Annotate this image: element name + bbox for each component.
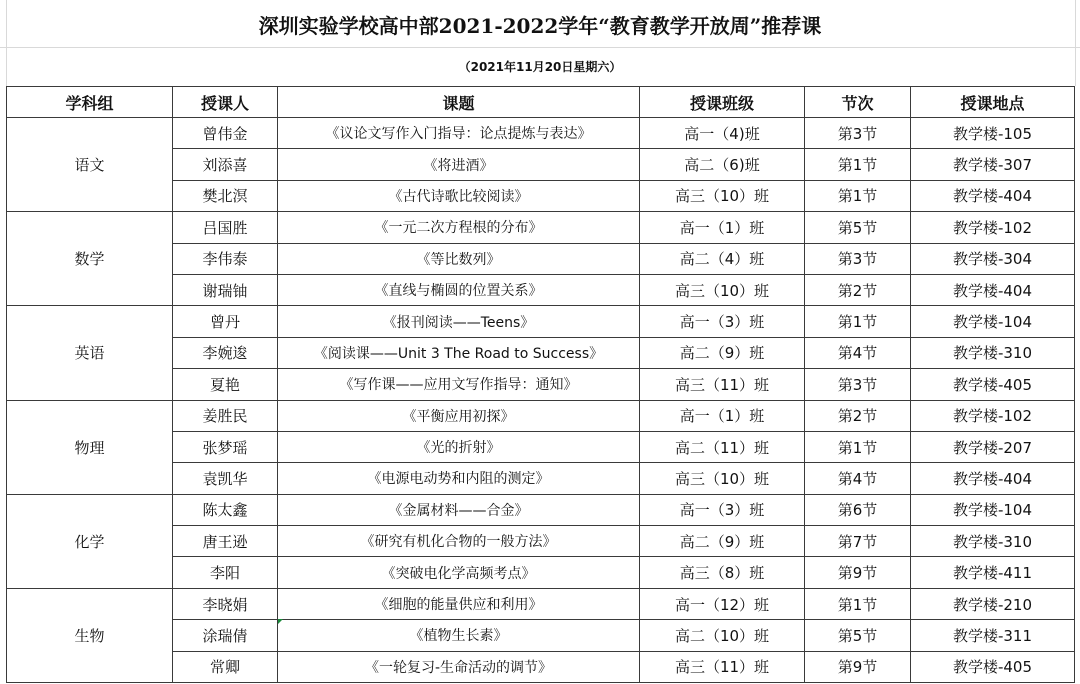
- header-location: 授课地点: [911, 87, 1075, 118]
- period-cell: 第5节: [805, 620, 911, 651]
- teacher-cell: 谢瑞铀: [173, 274, 278, 305]
- class-cell: 高二（6)班: [640, 149, 805, 180]
- topic-cell: 《议论文写作入门指导：论点提炼与表达》: [278, 118, 640, 149]
- header-period: 节次: [805, 87, 911, 118]
- header-subject-group: 学科组: [7, 87, 173, 118]
- teacher-cell: 姜胜民: [173, 400, 278, 431]
- teacher-cell: 夏艳: [173, 369, 278, 400]
- teacher-cell: 曾伟金: [173, 118, 278, 149]
- topic-cell: 《研究有机化合物的一般方法》: [278, 526, 640, 557]
- table-row: [7, 400, 1075, 431]
- topic-cell: 《一轮复习-生命活动的调节》: [278, 651, 640, 682]
- location-cell: 教学楼-404: [911, 463, 1075, 494]
- teacher-cell: 涂瑞倩: [173, 620, 278, 651]
- location-cell: 教学楼-102: [911, 212, 1075, 243]
- class-cell: 高三（10）班: [640, 463, 805, 494]
- period-cell: 第3节: [805, 243, 911, 274]
- topic-cell: 《突破电化学高频考点》: [278, 557, 640, 588]
- period-cell: 第1节: [805, 149, 911, 180]
- topic-cell: 《金属材料——合金》: [278, 494, 640, 525]
- class-cell: 高二（9）班: [640, 526, 805, 557]
- teacher-cell: 吕国胜: [173, 212, 278, 243]
- cell-comment-marker: [278, 619, 283, 624]
- class-cell: 高三（11）班: [640, 369, 805, 400]
- table-row: [7, 494, 1075, 525]
- class-cell: 高三（8）班: [640, 557, 805, 588]
- period-cell: 第1节: [805, 588, 911, 619]
- table-row: [7, 588, 1075, 619]
- period-cell: 第7节: [805, 526, 911, 557]
- topic-cell: 《植物生长素》: [278, 620, 640, 651]
- teacher-cell: 刘添喜: [173, 149, 278, 180]
- period-cell: 第5节: [805, 212, 911, 243]
- class-cell: 高三（11）班: [640, 651, 805, 682]
- location-cell: 教学楼-210: [911, 588, 1075, 619]
- location-cell: 教学楼-405: [911, 651, 1075, 682]
- location-cell: 教学楼-404: [911, 180, 1075, 211]
- period-cell: 第3节: [805, 369, 911, 400]
- topic-cell: 《电源电动势和内阻的测定》: [278, 463, 640, 494]
- teacher-cell: 唐王逊: [173, 526, 278, 557]
- location-cell: 教学楼-207: [911, 431, 1075, 462]
- class-cell: 高二（11）班: [640, 431, 805, 462]
- location-cell: 教学楼-104: [911, 494, 1075, 525]
- topic-cell: 《平衡应用初探》: [278, 400, 640, 431]
- class-cell: 高三（10）班: [640, 180, 805, 211]
- page-subtitle: （2021年11月20日星期六）: [458, 60, 622, 74]
- location-cell: 教学楼-405: [911, 369, 1075, 400]
- topic-cell: 《报刊阅读——Teens》: [278, 306, 640, 337]
- topic-cell: 《阅读课——Unit 3 The Road to Success》: [278, 337, 640, 368]
- teacher-cell: 陈太鑫: [173, 494, 278, 525]
- subject-group-cell: 语文: [7, 118, 173, 212]
- location-cell: 教学楼-411: [911, 557, 1075, 588]
- class-cell: 高一（4)班: [640, 118, 805, 149]
- subject-group-cell: 化学: [7, 494, 173, 588]
- class-cell: 高一（3）班: [640, 494, 805, 525]
- subject-group-cell: 物理: [7, 400, 173, 494]
- class-cell: 高一（12）班: [640, 588, 805, 619]
- period-cell: 第2节: [805, 400, 911, 431]
- teacher-cell: 樊北溟: [173, 180, 278, 211]
- class-cell: 高二（10）班: [640, 620, 805, 651]
- period-cell: 第4节: [805, 463, 911, 494]
- teacher-cell: 李晓娟: [173, 588, 278, 619]
- class-cell: 高三（10）班: [640, 274, 805, 305]
- schedule-body: [7, 118, 1075, 683]
- topic-cell: 《等比数列》: [278, 243, 640, 274]
- teacher-cell: 李阳: [173, 557, 278, 588]
- subject-group-cell: 生物: [7, 588, 173, 682]
- subject-group-cell: 英语: [7, 306, 173, 400]
- class-cell: 高二（4）班: [640, 243, 805, 274]
- class-cell: 高一（1）班: [640, 400, 805, 431]
- table-row: [7, 212, 1075, 243]
- location-cell: 教学楼-304: [911, 243, 1075, 274]
- header-row: [7, 87, 1075, 118]
- location-cell: 教学楼-102: [911, 400, 1075, 431]
- page-title: 深圳实验学校高中部2021-2022学年“教育教学开放周”推荐课: [258, 14, 822, 38]
- teacher-cell: 袁凯华: [173, 463, 278, 494]
- class-cell: 高二（9）班: [640, 337, 805, 368]
- teacher-cell: 张梦瑶: [173, 431, 278, 462]
- period-cell: 第1节: [805, 431, 911, 462]
- period-cell: 第2节: [805, 274, 911, 305]
- table-row: [7, 306, 1075, 337]
- teacher-cell: 李婉逡: [173, 337, 278, 368]
- class-cell: 高一（3）班: [640, 306, 805, 337]
- table-row: [7, 118, 1075, 149]
- location-cell: 教学楼-104: [911, 306, 1075, 337]
- header-class: 授课班级: [640, 87, 805, 118]
- teacher-cell: 曾丹: [173, 306, 278, 337]
- topic-cell: 《细胞的能量供应和利用》: [278, 588, 640, 619]
- topic-cell: 《一元二次方程根的分布》: [278, 212, 640, 243]
- class-cell: 高一（1）班: [640, 212, 805, 243]
- location-cell: 教学楼-310: [911, 526, 1075, 557]
- period-cell: 第1节: [805, 306, 911, 337]
- schedule-table: [6, 86, 1075, 683]
- topic-cell: 《直线与椭圆的位置关系》: [278, 274, 640, 305]
- location-cell: 教学楼-311: [911, 620, 1075, 651]
- location-cell: 教学楼-404: [911, 274, 1075, 305]
- teacher-cell: 常卿: [173, 651, 278, 682]
- period-cell: 第3节: [805, 118, 911, 149]
- location-cell: 教学楼-105: [911, 118, 1075, 149]
- period-cell: 第6节: [805, 494, 911, 525]
- location-cell: 教学楼-307: [911, 149, 1075, 180]
- subject-group-cell: 数学: [7, 212, 173, 306]
- location-cell: 教学楼-310: [911, 337, 1075, 368]
- topic-cell: 《光的折射》: [278, 431, 640, 462]
- topic-cell: 《将进酒》: [278, 149, 640, 180]
- header-teacher: 授课人: [173, 87, 278, 118]
- topic-cell: 《古代诗歌比较阅读》: [278, 180, 640, 211]
- period-cell: 第1节: [805, 180, 911, 211]
- period-cell: 第4节: [805, 337, 911, 368]
- period-cell: 第9节: [805, 557, 911, 588]
- header-topic: 课题: [278, 87, 640, 118]
- period-cell: 第9节: [805, 651, 911, 682]
- teacher-cell: 李伟泰: [173, 243, 278, 274]
- topic-cell: 《写作课——应用文写作指导：通知》: [278, 369, 640, 400]
